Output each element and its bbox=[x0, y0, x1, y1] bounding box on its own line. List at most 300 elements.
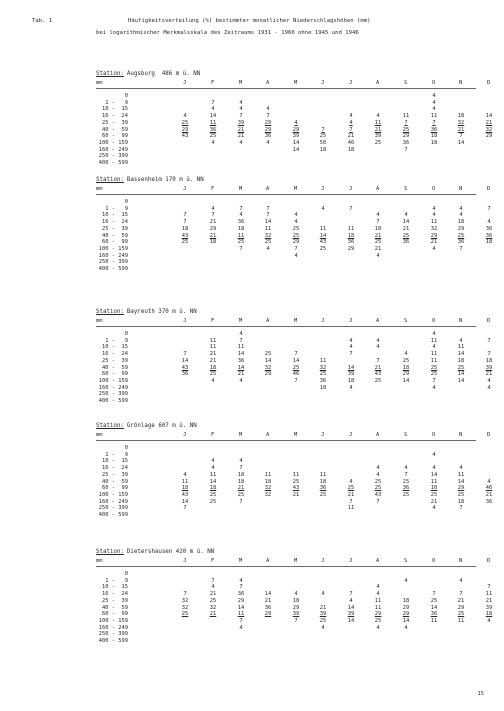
frequency-cell: 4 bbox=[349, 113, 353, 120]
table-label: Tab. 1 bbox=[32, 18, 53, 24]
frequency-cell: 4 bbox=[487, 377, 491, 384]
frequency-cell: 21 bbox=[237, 133, 245, 140]
frequency-cell: 36 bbox=[402, 139, 410, 146]
frequency-cell: 11 bbox=[237, 344, 245, 351]
frequency-cell: 4 bbox=[459, 212, 463, 219]
frequency-cell: 25 bbox=[319, 371, 327, 378]
table-title-line1: Häufigkeitsverteilung (%) bestimmter monatlicher Niederschlagshöhen (mm) bbox=[128, 18, 371, 24]
station-title bbox=[96, 70, 476, 79]
frequency-cell: 11 bbox=[457, 344, 465, 351]
frequency-cell: 4 bbox=[266, 106, 270, 113]
class-label: 160 - 249 bbox=[98, 252, 128, 259]
frequency-cell: 25 bbox=[292, 364, 300, 371]
frequency-cell: 18 bbox=[485, 611, 493, 618]
frequency-cell: 25 bbox=[457, 611, 465, 618]
frequency-cell: 14 bbox=[402, 617, 410, 624]
frequency-cell: 29 bbox=[264, 119, 272, 126]
frequency-cell: 43 bbox=[374, 491, 382, 498]
month-header: A bbox=[266, 318, 270, 324]
class-label: 16 - 24 bbox=[102, 351, 128, 358]
frequency-cell: 7 bbox=[487, 337, 491, 344]
frequency-cell: 21 bbox=[209, 219, 217, 226]
class-label: 16 - 24 bbox=[102, 465, 128, 472]
frequency-cell: 25 bbox=[209, 597, 217, 604]
frequency-cell: 11 bbox=[209, 337, 217, 344]
unit-header: mm bbox=[96, 318, 103, 324]
frequency-cell: 7 bbox=[432, 377, 436, 384]
class-label: 1 - 9 bbox=[105, 337, 128, 344]
frequency-cell: 7 bbox=[266, 205, 270, 212]
frequency-cell: 25 bbox=[457, 232, 465, 239]
frequency-cell: 46 bbox=[292, 371, 300, 378]
month-header: J bbox=[183, 318, 187, 324]
frequency-cell: 21 bbox=[485, 491, 493, 498]
frequency-cell: 36 bbox=[485, 225, 493, 232]
frequency-cell: 7 bbox=[432, 119, 436, 126]
frequency-cell: 32 bbox=[181, 597, 189, 604]
frequency-cell: 32 bbox=[264, 491, 272, 498]
frequency-cell: 25 bbox=[319, 491, 327, 498]
frequency-cell: 25 bbox=[374, 478, 382, 485]
frequency-cell: 11 bbox=[347, 225, 355, 232]
month-header: N bbox=[459, 432, 463, 438]
frequency-cell: 11 bbox=[430, 357, 438, 364]
frequency-cell: 4 bbox=[349, 337, 353, 344]
frequency-cell: 39 bbox=[237, 119, 245, 126]
frequency-cell: 4 bbox=[239, 99, 243, 106]
frequency-cell: 4 bbox=[432, 106, 436, 113]
month-header: S bbox=[404, 432, 408, 438]
frequency-cell: 7 bbox=[211, 212, 215, 219]
frequency-cell: 18 bbox=[237, 225, 245, 232]
month-header: A bbox=[376, 432, 380, 438]
frequency-cell: 36 bbox=[402, 239, 410, 246]
frequency-cell: 7 bbox=[239, 584, 243, 591]
month-header: A bbox=[266, 186, 270, 192]
class-label: 60 - 99 bbox=[102, 485, 128, 492]
frequency-cell: 7 bbox=[349, 126, 353, 133]
frequency-cell: 4 bbox=[321, 205, 325, 212]
frequency-cell: 7 bbox=[349, 498, 353, 505]
frequency-cell: 7 bbox=[294, 351, 298, 358]
frequency-cell: 7 bbox=[183, 505, 187, 512]
frequency-cell: 18 bbox=[374, 225, 382, 232]
frequency-cell: 11 bbox=[457, 471, 465, 478]
frequency-cell: 25 bbox=[181, 611, 189, 618]
frequency-cell: 32 bbox=[264, 485, 272, 492]
class-label: 0 bbox=[124, 445, 128, 451]
frequency-cell: 7 bbox=[487, 584, 491, 591]
frequency-cell: 4 bbox=[349, 119, 353, 126]
frequency-cell: 14 bbox=[457, 377, 465, 384]
month-header: A bbox=[376, 80, 380, 86]
frequency-cell: 4 bbox=[404, 577, 408, 584]
class-label: 100 - 159 bbox=[98, 245, 128, 252]
frequency-cell: 18 bbox=[402, 364, 410, 371]
frequency-cell: 14 bbox=[181, 498, 189, 505]
frequency-cell: 43 bbox=[181, 491, 189, 498]
class-label: 160 - 249 bbox=[98, 498, 128, 505]
frequency-cell: 25 bbox=[374, 239, 382, 246]
class-label: 0 bbox=[124, 199, 128, 205]
month-header: M bbox=[239, 432, 243, 438]
frequency-cell: 18 bbox=[485, 239, 493, 246]
frequency-cell: 25 bbox=[374, 377, 382, 384]
frequency-cell: 14 bbox=[402, 219, 410, 226]
frequency-cell: 25 bbox=[402, 478, 410, 485]
class-label: 16 - 24 bbox=[102, 113, 128, 120]
frequency-cell: 32 bbox=[485, 126, 493, 133]
station-block bbox=[96, 548, 493, 647]
frequency-cell: 39 bbox=[374, 133, 382, 140]
frequency-cell: 25 bbox=[457, 364, 465, 371]
frequency-cell: 4 bbox=[376, 344, 380, 351]
frequency-cell: 29 bbox=[402, 604, 410, 611]
class-label: 100 - 159 bbox=[98, 139, 128, 146]
frequency-cell: 29 bbox=[264, 611, 272, 618]
frequency-cell: 7 bbox=[294, 377, 298, 384]
frequency-cell: 14 bbox=[292, 146, 300, 153]
class-label: 25 - 39 bbox=[102, 225, 128, 232]
frequency-cell: 10 bbox=[430, 485, 438, 492]
frequency-cell: 36 bbox=[347, 239, 355, 246]
class-label: 1 - 9 bbox=[105, 99, 128, 106]
class-label: 0 bbox=[124, 331, 128, 337]
frequency-cell: 18 bbox=[347, 377, 355, 384]
frequency-cell: 18 bbox=[319, 146, 327, 153]
frequency-cell: 7 bbox=[239, 617, 243, 624]
frequency-cell: 4 bbox=[349, 384, 353, 391]
station-name: Bayreuth 370 m ü. NN bbox=[126, 309, 197, 315]
frequency-cell: 4 bbox=[294, 252, 298, 259]
frequency-cell: 36 bbox=[319, 485, 327, 492]
frequency-cell: 7 bbox=[404, 471, 408, 478]
frequency-cell: 36 bbox=[319, 377, 327, 384]
frequency-cell: 4 bbox=[294, 119, 298, 126]
frequency-grid bbox=[96, 327, 493, 407]
frequency-cell: 25 bbox=[209, 498, 217, 505]
station-block bbox=[96, 422, 493, 521]
frequency-cell: 4 bbox=[376, 113, 380, 120]
frequency-cell: 4 bbox=[183, 471, 187, 478]
frequency-cell: 32 bbox=[181, 604, 189, 611]
frequency-cell: 18 bbox=[209, 364, 217, 371]
frequency-cell: 11 bbox=[319, 357, 327, 364]
month-header: M bbox=[294, 558, 298, 564]
frequency-cell: 18 bbox=[209, 485, 217, 492]
frequency-cell: 18 bbox=[457, 357, 465, 364]
class-label: 0 bbox=[124, 93, 128, 99]
frequency-cell: 4 bbox=[211, 139, 215, 146]
frequency-cell: 25 bbox=[209, 491, 217, 498]
frequency-cell: 14 bbox=[457, 478, 465, 485]
frequency-cell: 11 bbox=[374, 119, 382, 126]
frequency-cell: 43 bbox=[374, 371, 382, 378]
frequency-cell: 4 bbox=[432, 344, 436, 351]
frequency-cell: 7 bbox=[239, 337, 243, 344]
month-header: O bbox=[432, 432, 436, 438]
frequency-cell: 18 bbox=[430, 133, 438, 140]
frequency-cell: 25 bbox=[374, 139, 382, 146]
frequency-cell: 4 bbox=[211, 584, 215, 591]
frequency-cell: 18 bbox=[347, 232, 355, 239]
frequency-cell: 11 bbox=[374, 597, 382, 604]
frequency-cell: 4 bbox=[404, 465, 408, 472]
frequency-cell: 7 bbox=[321, 126, 325, 133]
month-header: J bbox=[321, 558, 325, 564]
frequency-cell: 25 bbox=[319, 245, 327, 252]
frequency-cell: 21 bbox=[209, 611, 217, 618]
frequency-cell: 4 bbox=[376, 465, 380, 472]
frequency-cell: 7 bbox=[487, 205, 491, 212]
frequency-cell: 46 bbox=[485, 485, 493, 492]
class-label: 16 - 24 bbox=[102, 219, 128, 226]
frequency-cell: 7 bbox=[349, 351, 353, 358]
frequency-cell: 21 bbox=[264, 597, 272, 604]
frequency-cell: 43 bbox=[319, 239, 327, 246]
frequency-cell: 29 bbox=[347, 245, 355, 252]
month-header: F bbox=[211, 558, 215, 564]
frequency-cell: 4 bbox=[459, 337, 463, 344]
frequency-cell: 7 bbox=[183, 219, 187, 226]
frequency-cell: 4 bbox=[266, 139, 270, 146]
frequency-cell: 25 bbox=[430, 491, 438, 498]
month-header: J bbox=[321, 80, 325, 86]
frequency-cell: 7 bbox=[239, 465, 243, 472]
frequency-cell: 25 bbox=[402, 491, 410, 498]
month-header: D bbox=[487, 318, 491, 324]
frequency-cell: 4 bbox=[432, 212, 436, 219]
frequency-cell: 4 bbox=[266, 245, 270, 252]
frequency-cell: 4 bbox=[376, 337, 380, 344]
column-header-row bbox=[96, 431, 491, 441]
frequency-cell: 14 bbox=[292, 139, 300, 146]
month-header: A bbox=[266, 432, 270, 438]
frequency-cell: 14 bbox=[209, 113, 217, 120]
column-header-row bbox=[96, 317, 491, 327]
station-block bbox=[96, 176, 493, 275]
frequency-cell: 21 bbox=[374, 364, 382, 371]
frequency-cell: 11 bbox=[264, 225, 272, 232]
frequency-cell: 25 bbox=[237, 239, 245, 246]
frequency-cell: 14 bbox=[402, 377, 410, 384]
frequency-cell: 32 bbox=[209, 604, 217, 611]
frequency-cell: 14 bbox=[237, 604, 245, 611]
frequency-cell: 7 bbox=[487, 351, 491, 358]
station-name: Augsburg 486 m ü. NN bbox=[126, 71, 201, 77]
frequency-cell: 18 bbox=[181, 485, 189, 492]
month-header: N bbox=[459, 318, 463, 324]
frequency-cell: 14 bbox=[264, 219, 272, 226]
frequency-cell: 36 bbox=[402, 485, 410, 492]
class-label: 1 - 9 bbox=[105, 577, 128, 584]
frequency-cell: 11 bbox=[237, 232, 245, 239]
frequency-cell: 14 bbox=[264, 357, 272, 364]
frequency-cell: 18 bbox=[237, 478, 245, 485]
frequency-cell: 21 bbox=[209, 591, 217, 598]
frequency-cell: 4 bbox=[239, 377, 243, 384]
frequency-cell: 4 bbox=[349, 344, 353, 351]
frequency-cell: 4 bbox=[376, 252, 380, 259]
frequency-cell: 25 bbox=[402, 357, 410, 364]
frequency-cell: 11 bbox=[209, 471, 217, 478]
class-label: 25 - 39 bbox=[102, 357, 128, 364]
frequency-cell: 14 bbox=[209, 478, 217, 485]
frequency-cell: 25 bbox=[402, 232, 410, 239]
frequency-cell: 7 bbox=[183, 351, 187, 358]
frequency-cell: 46 bbox=[347, 139, 355, 146]
frequency-cell: 7 bbox=[459, 245, 463, 252]
frequency-cell: 4 bbox=[321, 624, 325, 631]
month-header: M bbox=[294, 186, 298, 192]
page-number: 15 bbox=[477, 691, 484, 697]
month-header: M bbox=[239, 186, 243, 192]
frequency-cell: 11 bbox=[209, 344, 217, 351]
class-label: 10 - 15 bbox=[102, 584, 128, 591]
class-label: 400 - 599 bbox=[98, 638, 128, 644]
month-header: A bbox=[376, 558, 380, 564]
frequency-cell: 36 bbox=[485, 498, 493, 505]
frequency-cell: 4 bbox=[432, 93, 436, 99]
class-label: 25 - 39 bbox=[102, 119, 128, 126]
month-header: A bbox=[266, 80, 270, 86]
class-label: 40 - 59 bbox=[102, 126, 128, 133]
month-header: F bbox=[211, 432, 215, 438]
frequency-cell: 4 bbox=[321, 591, 325, 598]
month-header: J bbox=[321, 432, 325, 438]
class-label: 250 - 399 bbox=[98, 153, 128, 160]
frequency-cell: 18 bbox=[319, 478, 327, 485]
frequency-cell: 11 bbox=[430, 219, 438, 226]
frequency-cell: 18 bbox=[457, 219, 465, 226]
frequency-cell: 21 bbox=[485, 371, 493, 378]
frequency-cell: 7 bbox=[376, 357, 380, 364]
frequency-grid bbox=[96, 195, 493, 275]
frequency-cell: 25 bbox=[402, 126, 410, 133]
station-label: Station: bbox=[96, 549, 124, 555]
frequency-cell: 4 bbox=[294, 591, 298, 598]
frequency-cell: 29 bbox=[430, 232, 438, 239]
frequency-cell: 7 bbox=[211, 577, 215, 584]
frequency-cell: 18 bbox=[402, 597, 410, 604]
frequency-cell: 25 bbox=[181, 119, 189, 126]
frequency-cell: 29 bbox=[181, 126, 189, 133]
frequency-cell: 25 bbox=[374, 617, 382, 624]
frequency-cell: 4 bbox=[211, 106, 215, 113]
class-label: 160 - 249 bbox=[98, 624, 128, 631]
month-header: M bbox=[239, 318, 243, 324]
station-block bbox=[96, 70, 493, 169]
frequency-cell: 4 bbox=[211, 465, 215, 472]
unit-header: mm bbox=[96, 80, 103, 86]
month-header: A bbox=[376, 186, 380, 192]
frequency-cell: 25 bbox=[209, 133, 217, 140]
frequency-cell: 11 bbox=[430, 617, 438, 624]
frequency-cell: 18 bbox=[319, 384, 327, 391]
class-label: 60 - 99 bbox=[102, 133, 128, 140]
frequency-cell: 4 bbox=[239, 624, 243, 631]
month-header: J bbox=[349, 318, 353, 324]
frequency-cell: 14 bbox=[347, 364, 355, 371]
frequency-cell: 29 bbox=[485, 133, 493, 140]
frequency-cell: 4 bbox=[376, 584, 380, 591]
month-header: J bbox=[349, 80, 353, 86]
frequency-cell: 11 bbox=[457, 617, 465, 624]
frequency-cell: 25 bbox=[292, 232, 300, 239]
frequency-cell: 21 bbox=[374, 232, 382, 239]
frequency-cell: 4 bbox=[404, 624, 408, 631]
station-name: Grönlage 607 m ü. NN bbox=[126, 423, 197, 429]
frequency-cell: 11 bbox=[430, 351, 438, 358]
month-header: N bbox=[459, 186, 463, 192]
frequency-cell: 11 bbox=[430, 478, 438, 485]
frequency-cell: 7 bbox=[294, 245, 298, 252]
frequency-cell: 4 bbox=[239, 577, 243, 584]
frequency-cell: 7 bbox=[376, 498, 380, 505]
frequency-cell: 14 bbox=[264, 591, 272, 598]
frequency-cell: 39 bbox=[347, 371, 355, 378]
frequency-cell: 11 bbox=[319, 225, 327, 232]
class-label: 160 - 249 bbox=[98, 384, 128, 391]
frequency-cell: 7 bbox=[239, 205, 243, 212]
frequency-cell: 39 bbox=[319, 611, 327, 618]
class-label: 40 - 59 bbox=[102, 478, 128, 485]
frequency-cell: 36 bbox=[237, 219, 245, 226]
station-title bbox=[96, 308, 476, 317]
frequency-cell: 21 bbox=[430, 239, 438, 246]
frequency-cell: 21 bbox=[485, 119, 493, 126]
frequency-cell: 25 bbox=[292, 225, 300, 232]
class-label: 1 - 9 bbox=[105, 451, 128, 458]
class-label: 160 - 249 bbox=[98, 146, 128, 153]
frequency-cell: 36 bbox=[485, 232, 493, 239]
frequency-cell: 4 bbox=[432, 384, 436, 391]
frequency-cell: 29 bbox=[292, 604, 300, 611]
frequency-cell: 11 bbox=[402, 113, 410, 120]
frequency-cell: 36 bbox=[209, 126, 217, 133]
frequency-cell: 14 bbox=[430, 604, 438, 611]
class-label: 400 - 599 bbox=[98, 512, 128, 518]
month-header: M bbox=[294, 318, 298, 324]
month-header: S bbox=[404, 186, 408, 192]
frequency-cell: 7 bbox=[266, 212, 270, 219]
frequency-cell: 21 bbox=[374, 126, 382, 133]
frequency-cell: 18 bbox=[237, 471, 245, 478]
month-header: F bbox=[211, 80, 215, 86]
class-label: 10 - 15 bbox=[102, 106, 128, 113]
frequency-cell: 21 bbox=[209, 357, 217, 364]
month-header: J bbox=[183, 432, 187, 438]
month-header: J bbox=[349, 432, 353, 438]
frequency-cell: 21 bbox=[457, 597, 465, 604]
month-header: M bbox=[294, 80, 298, 86]
frequency-cell: 21 bbox=[292, 491, 300, 498]
class-label: 100 - 159 bbox=[98, 617, 128, 624]
class-label: 60 - 99 bbox=[102, 239, 128, 246]
frequency-cell: 29 bbox=[374, 611, 382, 618]
frequency-cell: 25 bbox=[319, 617, 327, 624]
frequency-cell: 14 bbox=[485, 113, 493, 120]
frequency-cell: 25 bbox=[264, 239, 272, 246]
frequency-cell: 7 bbox=[432, 591, 436, 598]
frequency-cell: 4 bbox=[376, 212, 380, 219]
frequency-cell: 4 bbox=[376, 591, 380, 598]
frequency-cell: 4 bbox=[294, 212, 298, 219]
class-label: 25 - 39 bbox=[102, 471, 128, 478]
unit-header: mm bbox=[96, 432, 103, 438]
frequency-cell: 36 bbox=[237, 357, 245, 364]
month-header: O bbox=[432, 318, 436, 324]
